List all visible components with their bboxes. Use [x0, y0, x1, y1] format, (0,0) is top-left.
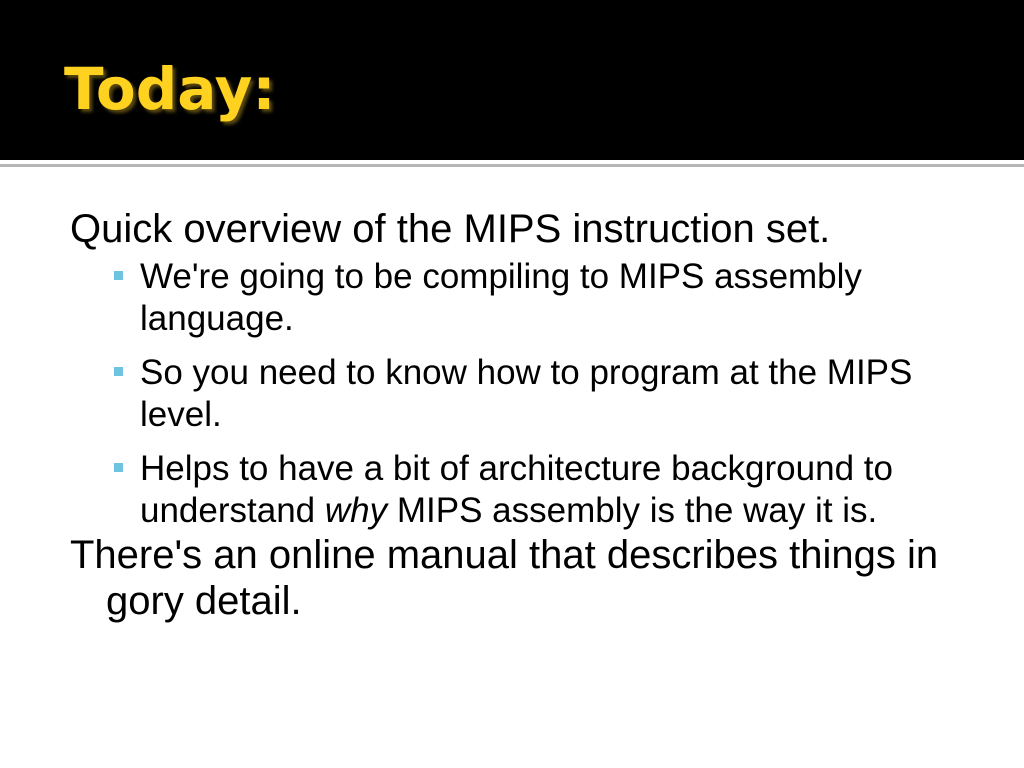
square-bullet-icon [114, 463, 123, 472]
slide-body [70, 206, 970, 624]
sub-bullet-architecture [70, 448, 960, 532]
square-bullet-icon [114, 271, 123, 280]
sub-bullet-list [70, 256, 970, 532]
sub-bullet-emphasis: why [324, 491, 388, 530]
sub-bullet-compiling [70, 256, 960, 340]
sub-bullet-text-before: Helps to have a bit of architecture background to understand [140, 449, 893, 530]
sub-bullet-text: We're going to be compiling to MIPS assembly language. [140, 257, 862, 338]
bullet-level1-online-manual: There's an online manual that describes things in gory detail. [70, 533, 939, 623]
sub-bullet-text-after: MIPS assembly is the way it is. [387, 491, 878, 530]
sub-bullet-program-level [70, 352, 960, 436]
bullet-level1-mips-overview: Quick overview of the MIPS instruction set. [70, 207, 831, 251]
sub-bullet-text: So you need to know how to program at the MIPS level. [140, 353, 913, 434]
square-bullet-icon [114, 367, 123, 376]
title-divider [0, 164, 1024, 167]
slide-title: Today: [64, 55, 276, 123]
title-bar [0, 0, 1024, 160]
